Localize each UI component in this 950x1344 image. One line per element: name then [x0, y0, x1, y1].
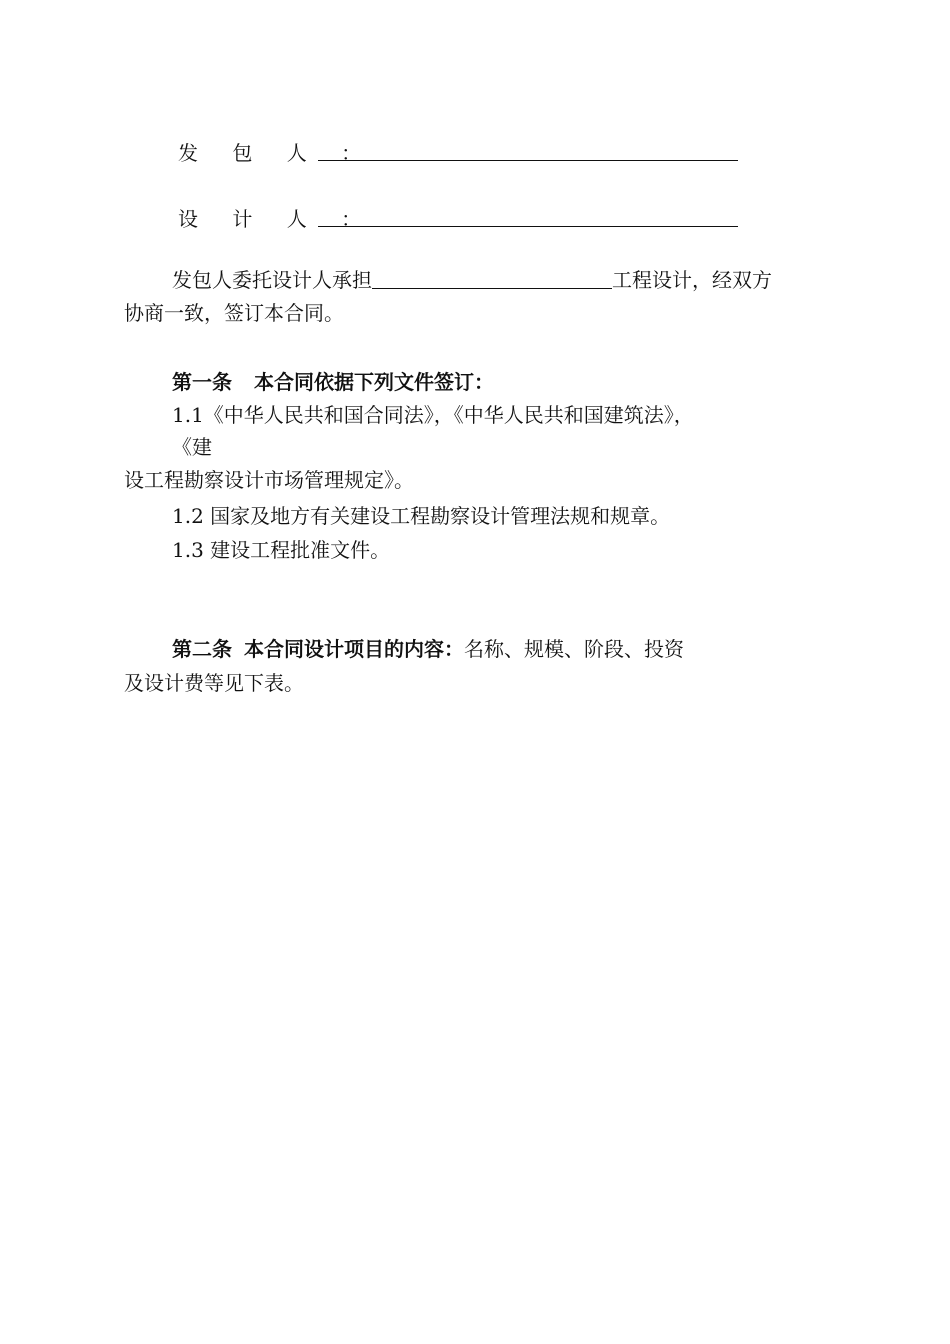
employer-label: 发 包 人 ：	[178, 141, 376, 165]
article-1-item-1-line-2: 《建	[172, 435, 212, 459]
intro-line-1	[172, 268, 772, 292]
designer-blank-line[interactable]	[318, 226, 738, 227]
article-1-item-1-line-1: 1.1《中华人民共和国合同法》，《中华人民共和国建筑法》，	[172, 403, 694, 427]
article-2-line-2: 及设计费等见下表。	[124, 671, 304, 695]
project-name-blank[interactable]	[372, 268, 612, 289]
article-2-number: 第二条	[172, 637, 232, 661]
article-2-text: 名称、规模、阶段、投资	[464, 637, 684, 661]
employer-blank-line[interactable]	[318, 160, 738, 161]
article-1-item-3: 1.3 建设工程批准文件。	[172, 538, 391, 562]
intro-line-2: 协商一致，签订本合同。	[124, 301, 344, 325]
article-2-title: 本合同设计项目的内容：	[244, 637, 464, 661]
designer-label: 设 计 人 ：	[178, 207, 376, 231]
article-1-item-1-line-3: 设工程勘察设计市场管理规定》。	[124, 468, 414, 492]
article-1-title: 本合同依据下列文件签订：	[254, 370, 494, 394]
article-1-number: 第一条	[172, 370, 232, 394]
article-1-item-2: 1.2 国家及地方有关建设工程勘察设计管理法规和规章。	[172, 504, 671, 528]
article-2-line-1	[172, 637, 684, 661]
intro-text-after: 工程设计，经双方	[612, 268, 772, 292]
article-1-heading	[172, 370, 494, 394]
intro-text-before: 发包人委托设计人承担	[172, 268, 372, 292]
